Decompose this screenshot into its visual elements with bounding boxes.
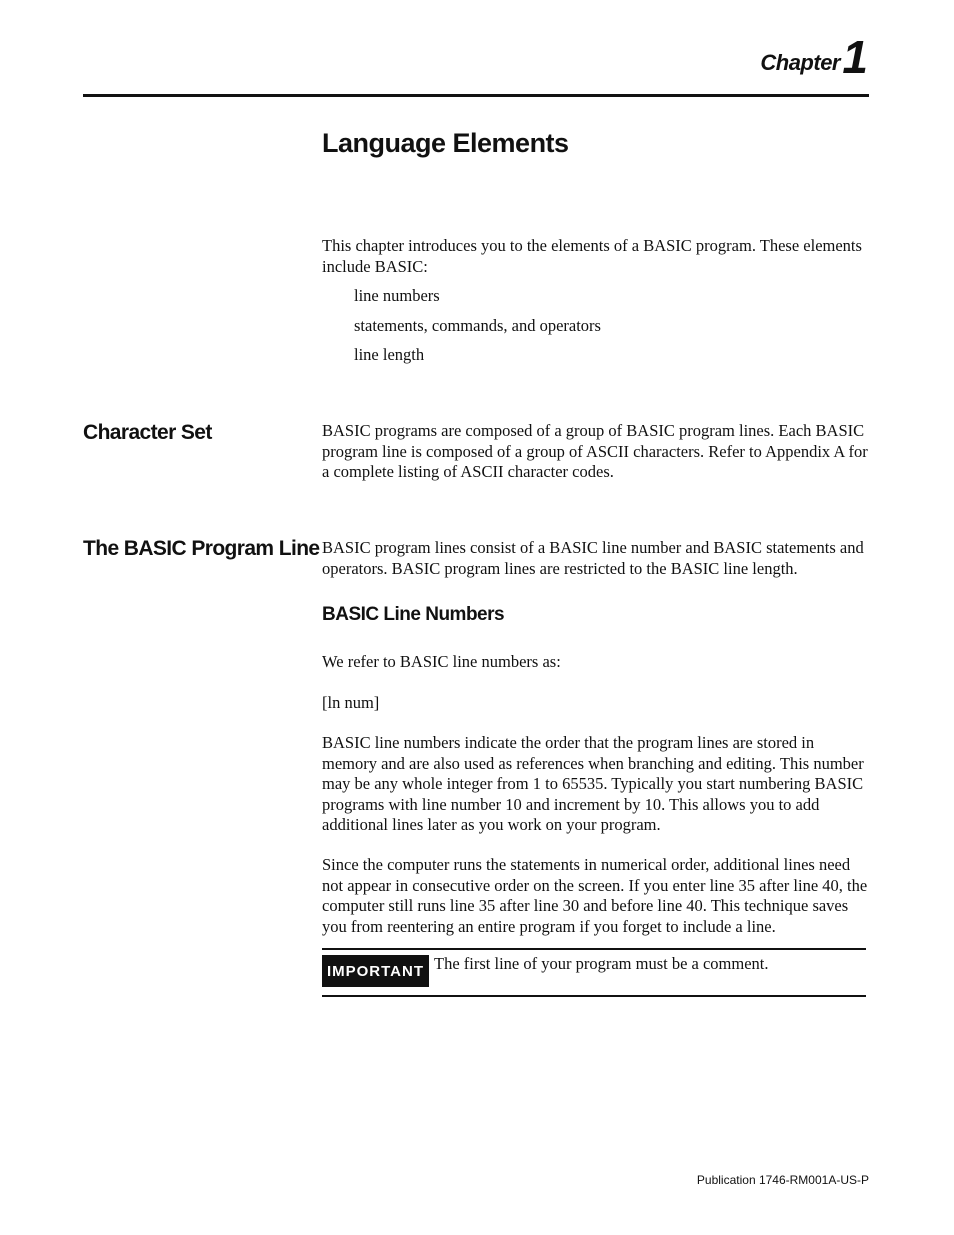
important-badge: IMPORTANT: [322, 955, 429, 987]
character-set-paragraph: BASIC programs are composed of a group of BASIC program lines. Each BASIC program line is composed of a group of ASCII characters. Refer to Appendix A for a complete listing of ASCII character codes.: [322, 421, 868, 481]
subheading-line-numbers: BASIC Line Numbers: [322, 604, 505, 625]
line-numbers-description: BASIC line numbers indicate the order that the program lines are stored in memory and are also used as references when branching and editing. This number may be any whole integer from 1 to 65535. Typically you start numbering BASIC programs with line number 10 and increment by 10. This allows you to add additional lines later as you work on your program.: [322, 733, 864, 834]
list-item: line numbers: [354, 286, 440, 305]
chapter-number: 1: [842, 31, 868, 83]
line-numbers-intro: We refer to BASIC line numbers as:: [322, 652, 561, 671]
line-order-description: Since the computer runs the statements in numerical order, additional lines need not appear in consecutive order on the screen. If you enter line 35 after line 40, the computer still runs line 35 after line 30 and before line 40. This technique saves you from reentering an entire program if you forget to include a line.: [322, 855, 868, 936]
list-item: statements, commands, and operators: [354, 315, 601, 335]
program-line-paragraph: BASIC program lines consist of a BASIC line number and BASIC statements and operators. BASIC program lines are restricted to the BASIC line length.: [322, 538, 864, 578]
important-bottom-rule: [322, 995, 866, 997]
intro-list: [354, 286, 601, 375]
line-number-syntax: [ln num]: [322, 693, 380, 712]
header-rule: [83, 94, 869, 97]
important-top-rule: [322, 948, 866, 950]
publication-footer: Publication 1746-RM001A-US-P: [696, 1173, 869, 1187]
list-item: line length: [354, 345, 425, 364]
chapter-label: Chapter: [760, 50, 840, 75]
section-heading-program-line: The BASIC Program Line: [83, 537, 320, 560]
important-text: The first line of your program must be a comment.: [434, 954, 769, 973]
intro-paragraph: This chapter introduces you to the elements of a BASIC program. These elements include BASIC:: [322, 236, 862, 276]
section-heading-character-set: Character Set: [83, 421, 212, 444]
page-title: Language Elements: [322, 128, 569, 158]
